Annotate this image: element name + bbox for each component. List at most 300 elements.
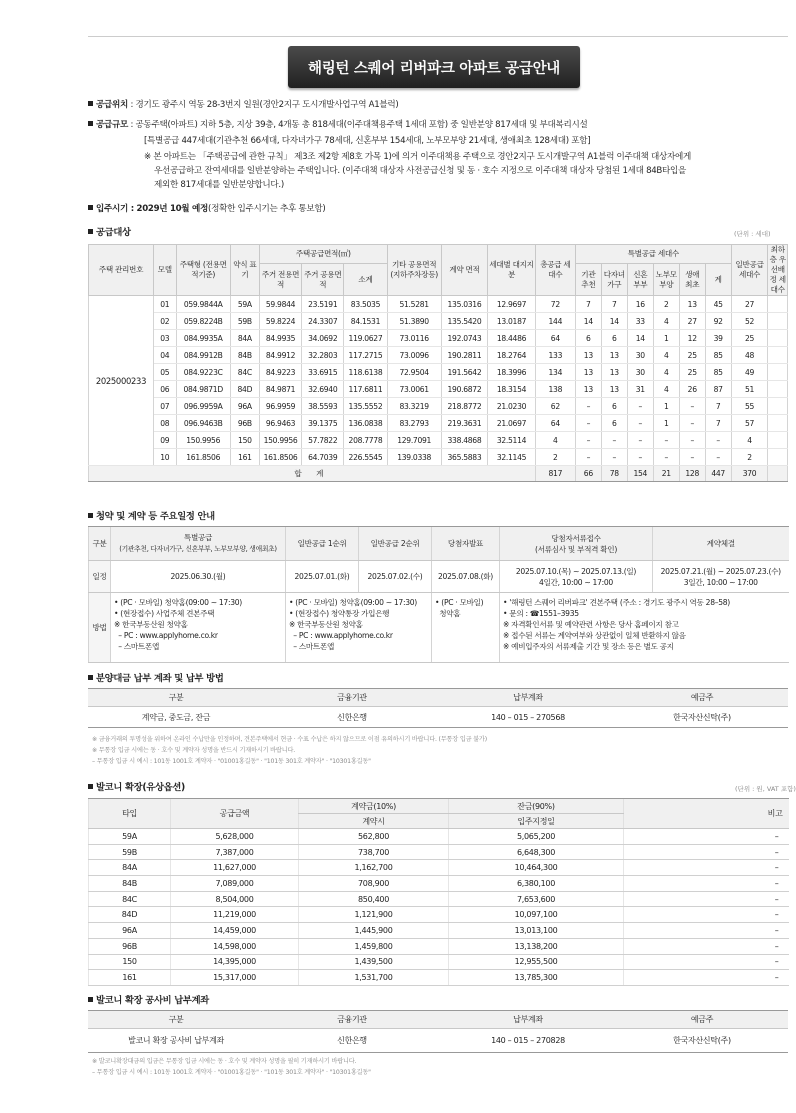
th-land: 세대별 대지지분 xyxy=(488,245,536,296)
location-value: : 경기도 광주시 역동 28-3번지 일원(경안2지구 도시개발사업구역 A1블럭) xyxy=(128,100,399,110)
table-cell: 10 xyxy=(153,449,176,466)
table-cell: 1,439,500 xyxy=(299,954,449,970)
table-cell: 708,900 xyxy=(299,876,449,892)
table-cell: 30 xyxy=(627,364,653,381)
table-cell: 150.9956 xyxy=(176,432,230,449)
table-cell: 84A xyxy=(230,330,259,347)
table-cell: 64 xyxy=(535,330,575,347)
table-cell: 084.9935A xyxy=(176,330,230,347)
table-cell: 139.0338 xyxy=(387,449,441,466)
table-cell: 150.9956 xyxy=(259,432,301,449)
table-cell: 24.3307 xyxy=(302,313,344,330)
table-cell: 23.5191 xyxy=(302,296,344,313)
table-cell: 117.2715 xyxy=(344,347,387,364)
table-cell: 161.8506 xyxy=(259,449,301,466)
table-cell: 73.0096 xyxy=(387,347,441,364)
method-line: ※ 자격확인서류 및 예약관련 사항은 당사 홈페이지 참고 xyxy=(503,620,679,629)
movein-label: 입주시기 xyxy=(96,204,129,214)
table-cell: 135.5420 xyxy=(441,313,488,330)
table-cell: 10,097,100 xyxy=(449,907,624,923)
table-cell: 51.5281 xyxy=(387,296,441,313)
movein-line xyxy=(88,203,325,216)
table-cell: 059.8224B xyxy=(176,313,230,330)
table-cell: 13,785,300 xyxy=(449,970,624,986)
table-cell xyxy=(768,449,788,466)
table-cell: 6,380,100 xyxy=(449,876,624,892)
bullet-icon xyxy=(88,675,93,680)
scale-note-3: 제외한 817세대를 일반분양합니다.) xyxy=(154,180,284,190)
table-cell: 73.0061 xyxy=(387,381,441,398)
table-cell: 84.9871 xyxy=(259,381,301,398)
table-cell: 1,445,900 xyxy=(299,923,449,939)
table-cell: 25 xyxy=(679,347,705,364)
table-cell: 55 xyxy=(731,398,768,415)
balcony-pay-note-2: – 무통장 입금 시 예시 : 101동 1001호 계약자 · "01001홍길동" · "101동 301호 계약자" · "10301홍길동" xyxy=(92,1069,371,1076)
table-cell: 84B xyxy=(89,876,171,892)
table-cell: 6 xyxy=(601,398,627,415)
table-row xyxy=(89,923,789,939)
table-cell: 13 xyxy=(575,347,601,364)
table-cell: 72.9504 xyxy=(387,364,441,381)
special-supply-line: [특별공급 447세대(기관추천 66세대, 다자녀가구 78세대, 신혼부부 154세대, 노부모부양 21세대, 생애최초 128세대) 포함] xyxy=(144,136,591,146)
table-cell: 338.4868 xyxy=(441,432,488,449)
balcony-pay-section-title: 발코니 확장 공사비 납부계좌 xyxy=(88,992,209,1006)
page-title: 해링턴 스퀘어 리버파크 아파트 공급안내 xyxy=(288,46,580,88)
date-winner: 2025.07.08.(화) xyxy=(432,561,500,593)
table-cell: 18.2764 xyxy=(488,347,536,364)
balcony-section-title: 발코니 확장(유상옵션) xyxy=(88,779,185,793)
table-cell: 4 xyxy=(653,381,679,398)
table-cell: 09 xyxy=(153,432,176,449)
date-special: 2025.06.30.(월) xyxy=(111,561,286,593)
method-line: • (현장접수) 사업주체 견본주택 xyxy=(114,609,215,618)
th-house-no: 주택 관리번호 xyxy=(89,245,154,296)
table-row xyxy=(89,364,788,381)
table-cell xyxy=(768,364,788,381)
table-cell: – xyxy=(575,415,601,432)
method-line: – 스마트폰앱 xyxy=(114,642,160,651)
table-cell: 59.9844 xyxy=(259,296,301,313)
table-cell: – xyxy=(575,449,601,466)
th-other: 기타 공용면적 (지하주차장등) xyxy=(387,245,441,296)
table-cell: 1,459,800 xyxy=(299,938,449,954)
table-cell: 03 xyxy=(153,330,176,347)
table-cell: 32.6940 xyxy=(302,381,344,398)
table-cell: 25 xyxy=(679,364,705,381)
th-sp5: 생애 최초 xyxy=(679,264,705,296)
table-cell: 150 xyxy=(230,432,259,449)
table-cell: 72 xyxy=(535,296,575,313)
bp-account: 140 – 015 – 270828 xyxy=(440,1029,616,1053)
table-cell: 219.3631 xyxy=(441,415,488,432)
table-cell: 01 xyxy=(153,296,176,313)
table-cell: 57.7822 xyxy=(302,432,344,449)
table-cell: 12,955,500 xyxy=(449,954,624,970)
table-cell: 118.6138 xyxy=(344,364,387,381)
bullet-icon xyxy=(88,784,93,789)
total-label: 합 계 xyxy=(89,466,536,482)
table-cell: 96A xyxy=(89,923,171,939)
table-cell: 13 xyxy=(679,296,705,313)
scale-note-2: 우선공급하고 잔여세대를 일반분양하는 주택입니다. (이주대책 대상자 사전공급신청 및 동 · 호수 지정으로 이주대책 대상자 당첨된 1세대 84B타입을 xyxy=(154,166,687,176)
table-cell: 161.8506 xyxy=(176,449,230,466)
table-cell: 73.0116 xyxy=(387,330,441,347)
table-cell: – xyxy=(624,954,789,970)
table-cell: 059.9844A xyxy=(176,296,230,313)
table-cell: 190.6872 xyxy=(441,381,488,398)
th-contract: 계약 면적 xyxy=(441,245,488,296)
th-area-group: 주택공급면적(㎡) xyxy=(259,245,387,264)
table-row xyxy=(89,876,789,892)
table-cell: 33 xyxy=(627,313,653,330)
th-bal-deposit: 계약금(10%) xyxy=(299,799,449,814)
table-cell: 4 xyxy=(653,364,679,381)
method-line: • (PC · 모바일) 청약홈(09:00 ~ 17:30) xyxy=(114,598,242,607)
table-cell: 38.5593 xyxy=(302,398,344,415)
table-cell: 59B xyxy=(89,844,171,860)
th-bal-type: 타입 xyxy=(89,799,171,829)
th-bal-balance: 잔금(90%) xyxy=(449,799,624,814)
table-cell: 08 xyxy=(153,415,176,432)
scale-value: : 공동주택(아파트) 지하 5층, 지상 39층, 4개동 총 818세대(이주대책용주택 1세대 포함) 중 일반분양 817세대 및 부대복리시설 xyxy=(128,120,588,130)
table-cell: 59A xyxy=(89,829,171,845)
table-cell: 21.0230 xyxy=(488,398,536,415)
th-type: 주택형 (전용면적기준) xyxy=(176,245,230,296)
th-sp-sum: 계 xyxy=(705,264,731,296)
table-cell: 05 xyxy=(153,364,176,381)
total-cell: 447 xyxy=(705,466,731,482)
th-pay-bank: 금융기관 xyxy=(264,689,440,707)
table-cell: 208.7778 xyxy=(344,432,387,449)
table-cell: 14 xyxy=(627,330,653,347)
table-cell: 1,121,900 xyxy=(299,907,449,923)
th-sch-special: 특별공급 (기관추천, 다자녀가구, 신혼부부, 노부모부양, 생애최초) xyxy=(111,527,286,561)
table-cell: 84.9935 xyxy=(259,330,301,347)
table-cell: 7,387,000 xyxy=(171,844,299,860)
movein-value: : 2029년 10월 예정 xyxy=(128,204,209,214)
th-common: 주거 공용면적 xyxy=(302,264,344,296)
scale-label: 공급규모 xyxy=(96,120,129,130)
table-cell: 7 xyxy=(705,398,731,415)
th-bal-note: 비고 xyxy=(624,799,789,829)
table-cell: – xyxy=(624,876,789,892)
th-total: 총공급 세대수 xyxy=(535,245,575,296)
table-cell: 96B xyxy=(230,415,259,432)
table-cell: 84C xyxy=(230,364,259,381)
balcony-table xyxy=(88,798,789,986)
method-docs xyxy=(500,593,789,663)
table-cell: 13 xyxy=(575,381,601,398)
table-cell: 85 xyxy=(705,364,731,381)
table-cell: 084.9223C xyxy=(176,364,230,381)
table-cell: 150 xyxy=(89,954,171,970)
table-cell: 1 xyxy=(653,330,679,347)
th-sp4: 노부모 부양 xyxy=(653,264,679,296)
payment-note-2: ※ 무통장 입금 시에는 동 · 호수 및 계약자 성명을 반드시 기재하시기 바랍니다. xyxy=(92,747,296,754)
th-sch-docs: 당첨자서류접수 (서류심사 및 부적격 확인) xyxy=(500,527,653,561)
table-cell: – xyxy=(624,938,789,954)
method-line: 청약홈 xyxy=(435,609,461,618)
top-divider xyxy=(88,36,788,37)
table-cell: 84D xyxy=(230,381,259,398)
method-line: • 문의 : ☎1551–3935 xyxy=(503,609,579,618)
table-cell: 4 xyxy=(653,347,679,364)
table-cell: – xyxy=(624,860,789,876)
table-cell: 96.9959 xyxy=(259,398,301,415)
table-cell: 7,653,600 xyxy=(449,891,624,907)
th-sch-g2: 일반공급 2순위 xyxy=(359,527,432,561)
total-cell: 370 xyxy=(731,466,768,482)
table-cell: – xyxy=(627,398,653,415)
target-section-title: 공급대상 xyxy=(88,224,131,238)
movein-sub: (정확한 입주시기는 추후 통보함) xyxy=(208,204,326,214)
table-cell xyxy=(768,347,788,364)
row-date-label: 일정 xyxy=(89,561,111,593)
table-cell: 738,700 xyxy=(299,844,449,860)
table-cell: 92 xyxy=(705,313,731,330)
th-bal-balance-sub: 입주지정일 xyxy=(449,814,624,829)
th-sp2: 다자녀 가구 xyxy=(601,264,627,296)
table-cell: – xyxy=(653,449,679,466)
th-sch-gubun: 구분 xyxy=(89,527,111,561)
th-model: 모델 xyxy=(153,245,176,296)
table-cell: – xyxy=(624,829,789,845)
table-cell: 83.2793 xyxy=(387,415,441,432)
table-cell: 14,395,000 xyxy=(171,954,299,970)
table-cell xyxy=(768,432,788,449)
th-bal-amount: 공급금액 xyxy=(171,799,299,829)
method-line: ※ 접수된 서류는 계약여부와 상관없이 일체 반환하지 않음 xyxy=(503,631,686,640)
table-cell: 6,648,300 xyxy=(449,844,624,860)
table-cell: 32.1145 xyxy=(488,449,536,466)
table-cell: 12.9697 xyxy=(488,296,536,313)
table-cell: 4 xyxy=(731,432,768,449)
row-method-label: 방법 xyxy=(89,593,111,663)
table-cell: 62 xyxy=(535,398,575,415)
table-cell: 190.2811 xyxy=(441,347,488,364)
table-cell: 136.0838 xyxy=(344,415,387,432)
method-line: – 스마트폰앱 xyxy=(289,642,335,651)
total-cell: 817 xyxy=(535,466,575,482)
table-cell: 850,400 xyxy=(299,891,449,907)
bullet-icon xyxy=(88,229,93,234)
th-sp3: 신혼 부부 xyxy=(627,264,653,296)
table-cell: 84.9223 xyxy=(259,364,301,381)
table-cell: 07 xyxy=(153,398,176,415)
table-cell: 13 xyxy=(601,381,627,398)
table-cell: 84B xyxy=(230,347,259,364)
table-cell: 129.7091 xyxy=(387,432,441,449)
table-row xyxy=(89,330,788,347)
total-cell xyxy=(768,466,788,482)
bp-holder: 한국자산신탁(주) xyxy=(616,1029,788,1053)
date-docs: 2025.07.10.(목) ~ 2025.07.13.(일) 4일간, 10:00 ~ 17:00 xyxy=(500,561,653,593)
table-row xyxy=(89,907,789,923)
th-bp-account: 납부계좌 xyxy=(440,1011,616,1029)
table-cell: 14 xyxy=(601,313,627,330)
bullet-icon xyxy=(88,205,93,210)
method-line: – PC : www.applyhome.co.kr xyxy=(289,631,393,640)
location-line xyxy=(88,99,398,112)
table-cell: – xyxy=(575,398,601,415)
table-cell: 39 xyxy=(705,330,731,347)
date-contract: 2025.07.21.(월) ~ 2025.07.23.(수) 3일간, 10:00 ~ 17:00 xyxy=(653,561,789,593)
table-cell: 8,504,000 xyxy=(171,891,299,907)
th-general: 일반공급 세대수 xyxy=(731,245,768,296)
table-cell: 1 xyxy=(653,415,679,432)
payment-note-1: ※ 금융거래의 투명성을 위하여 온라인 수납만을 인정하며, 견본주택에서 현금 · 수표 수납은 하지 않으므로 이점 유의하시기 바랍니다. (무통장 입금 불가) xyxy=(92,736,487,743)
table-cell: 15,317,000 xyxy=(171,970,299,986)
table-cell: – xyxy=(624,970,789,986)
table-cell: 59B xyxy=(230,313,259,330)
table-cell: – xyxy=(679,415,705,432)
table-cell: – xyxy=(627,449,653,466)
table-cell: – xyxy=(627,415,653,432)
table-cell: 7 xyxy=(575,296,601,313)
table-cell: 1 xyxy=(653,398,679,415)
th-sch-g1: 일반공급 1순위 xyxy=(286,527,359,561)
th-exclusive: 주거 전용면적 xyxy=(259,264,301,296)
table-cell: 2 xyxy=(731,449,768,466)
payment-table xyxy=(88,688,788,728)
house-no-cell: 2025000233 xyxy=(89,296,154,466)
table-cell: 30 xyxy=(627,347,653,364)
table-cell: 084.9871D xyxy=(176,381,230,398)
th-bp-gubun: 구분 xyxy=(88,1011,264,1029)
th-short: 약식 표기 xyxy=(230,245,259,296)
th-pay-holder: 예금주 xyxy=(616,689,788,707)
total-cell: 78 xyxy=(601,466,627,482)
table-cell: 135.0316 xyxy=(441,296,488,313)
table-cell: – xyxy=(705,432,731,449)
table-cell: 138 xyxy=(535,381,575,398)
table-cell: – xyxy=(624,907,789,923)
schedule-table xyxy=(88,526,789,663)
balcony-pay-note-1: ※ 발코니확장대금의 입금은 무통장 입금 시에는 동 · 호수 및 계약자 성명을 필히 기재하시기 바랍니다. xyxy=(92,1058,357,1065)
table-cell: 04 xyxy=(153,347,176,364)
table-cell: 14,598,000 xyxy=(171,938,299,954)
bullet-icon xyxy=(88,997,93,1002)
scale-note-1: ※ 본 아파트는 「주택공급에 관한 규칙」 제3조 제2항 제8호 가목 1)에 의거 이주대책용 주택으로 경안2지구 도시개발구역 A1블럭 이주대책 대상자에게 xyxy=(144,152,691,162)
method-line: • (PC · 모바일) 청약홈(09:00 ~ 17:30) xyxy=(289,598,417,607)
table-cell: 7 xyxy=(601,296,627,313)
th-bal-deposit-sub: 계약시 xyxy=(299,814,449,829)
bp-bank: 신한은행 xyxy=(264,1029,440,1053)
table-cell: 2 xyxy=(653,296,679,313)
table-cell: 5,628,000 xyxy=(171,829,299,845)
bp-gubun: 발코니 확장 공사비 납부계좌 xyxy=(88,1029,264,1053)
table-cell: 365.5883 xyxy=(441,449,488,466)
total-row xyxy=(89,466,788,482)
table-cell: 85 xyxy=(705,347,731,364)
balcony-pay-table xyxy=(88,1010,788,1053)
table-cell: 084.9912B xyxy=(176,347,230,364)
table-cell: 84C xyxy=(89,891,171,907)
method-special xyxy=(111,593,286,663)
table-cell: 39.1375 xyxy=(302,415,344,432)
table-cell: 45 xyxy=(705,296,731,313)
table-cell: 13 xyxy=(575,364,601,381)
schedule-section-title: 청약 및 계약 등 주요일정 안내 xyxy=(88,508,215,522)
table-cell: – xyxy=(653,432,679,449)
table-cell: 11,219,000 xyxy=(171,907,299,923)
bullet-icon xyxy=(88,101,93,106)
table-cell: 562,800 xyxy=(299,829,449,845)
table-cell xyxy=(768,313,788,330)
table-cell: 21.0697 xyxy=(488,415,536,432)
table-cell: 25 xyxy=(731,330,768,347)
table-cell: 33.6915 xyxy=(302,364,344,381)
table-cell: 34.0692 xyxy=(302,330,344,347)
table-cell: 13,013,100 xyxy=(449,923,624,939)
th-sch-winner: 당첨자발표 xyxy=(432,527,500,561)
table-cell: 5,065,200 xyxy=(449,829,624,845)
table-cell: 64 xyxy=(535,415,575,432)
table-cell: 18.3996 xyxy=(488,364,536,381)
table-cell: 13 xyxy=(601,364,627,381)
table-cell: – xyxy=(601,432,627,449)
balcony-unit: (단위 : 원, VAT 포함) xyxy=(735,785,796,793)
table-cell xyxy=(768,415,788,432)
th-sp1: 기관 추천 xyxy=(575,264,601,296)
table-row xyxy=(89,296,788,313)
supply-table xyxy=(88,244,788,482)
th-subtotal: 소계 xyxy=(344,264,387,296)
table-cell: – xyxy=(624,891,789,907)
method-general xyxy=(286,593,432,663)
scale-line xyxy=(88,119,588,132)
table-cell: 18.4486 xyxy=(488,330,536,347)
th-last: 최하층 우선배정 세대수 xyxy=(769,245,786,294)
table-cell: 13.0187 xyxy=(488,313,536,330)
pay-holder: 한국자산신탁(주) xyxy=(616,707,788,728)
total-cell: 154 xyxy=(627,466,653,482)
table-cell: 4 xyxy=(653,313,679,330)
table-cell: 84D xyxy=(89,907,171,923)
table-cell: 161 xyxy=(89,970,171,986)
table-cell: 144 xyxy=(535,313,575,330)
table-cell: 7,089,000 xyxy=(171,876,299,892)
table-cell: 6 xyxy=(575,330,601,347)
table-cell: 96B xyxy=(89,938,171,954)
table-cell: 83.3219 xyxy=(387,398,441,415)
table-cell: 1,162,700 xyxy=(299,860,449,876)
total-cell: 66 xyxy=(575,466,601,482)
table-cell: 51.3890 xyxy=(387,313,441,330)
table-cell: 11,627,000 xyxy=(171,860,299,876)
table-cell xyxy=(768,398,788,415)
bullet-icon xyxy=(88,513,93,518)
table-cell: – xyxy=(705,449,731,466)
table-cell: 13,138,200 xyxy=(449,938,624,954)
table-row xyxy=(89,970,789,986)
table-row xyxy=(89,313,788,330)
table-cell: 83.5035 xyxy=(344,296,387,313)
table-cell: 226.5545 xyxy=(344,449,387,466)
table-cell xyxy=(768,296,788,313)
table-cell: 52 xyxy=(731,313,768,330)
table-cell: 133 xyxy=(535,347,575,364)
table-row xyxy=(89,860,789,876)
th-sch-contract: 계약체결 xyxy=(653,527,789,561)
table-cell: 26 xyxy=(679,381,705,398)
method-line: – PC : www.applyhome.co.kr xyxy=(114,631,218,640)
table-cell: 49 xyxy=(731,364,768,381)
table-cell: 117.6811 xyxy=(344,381,387,398)
table-cell: 06 xyxy=(153,381,176,398)
table-cell: 32.5114 xyxy=(488,432,536,449)
table-row xyxy=(89,432,788,449)
